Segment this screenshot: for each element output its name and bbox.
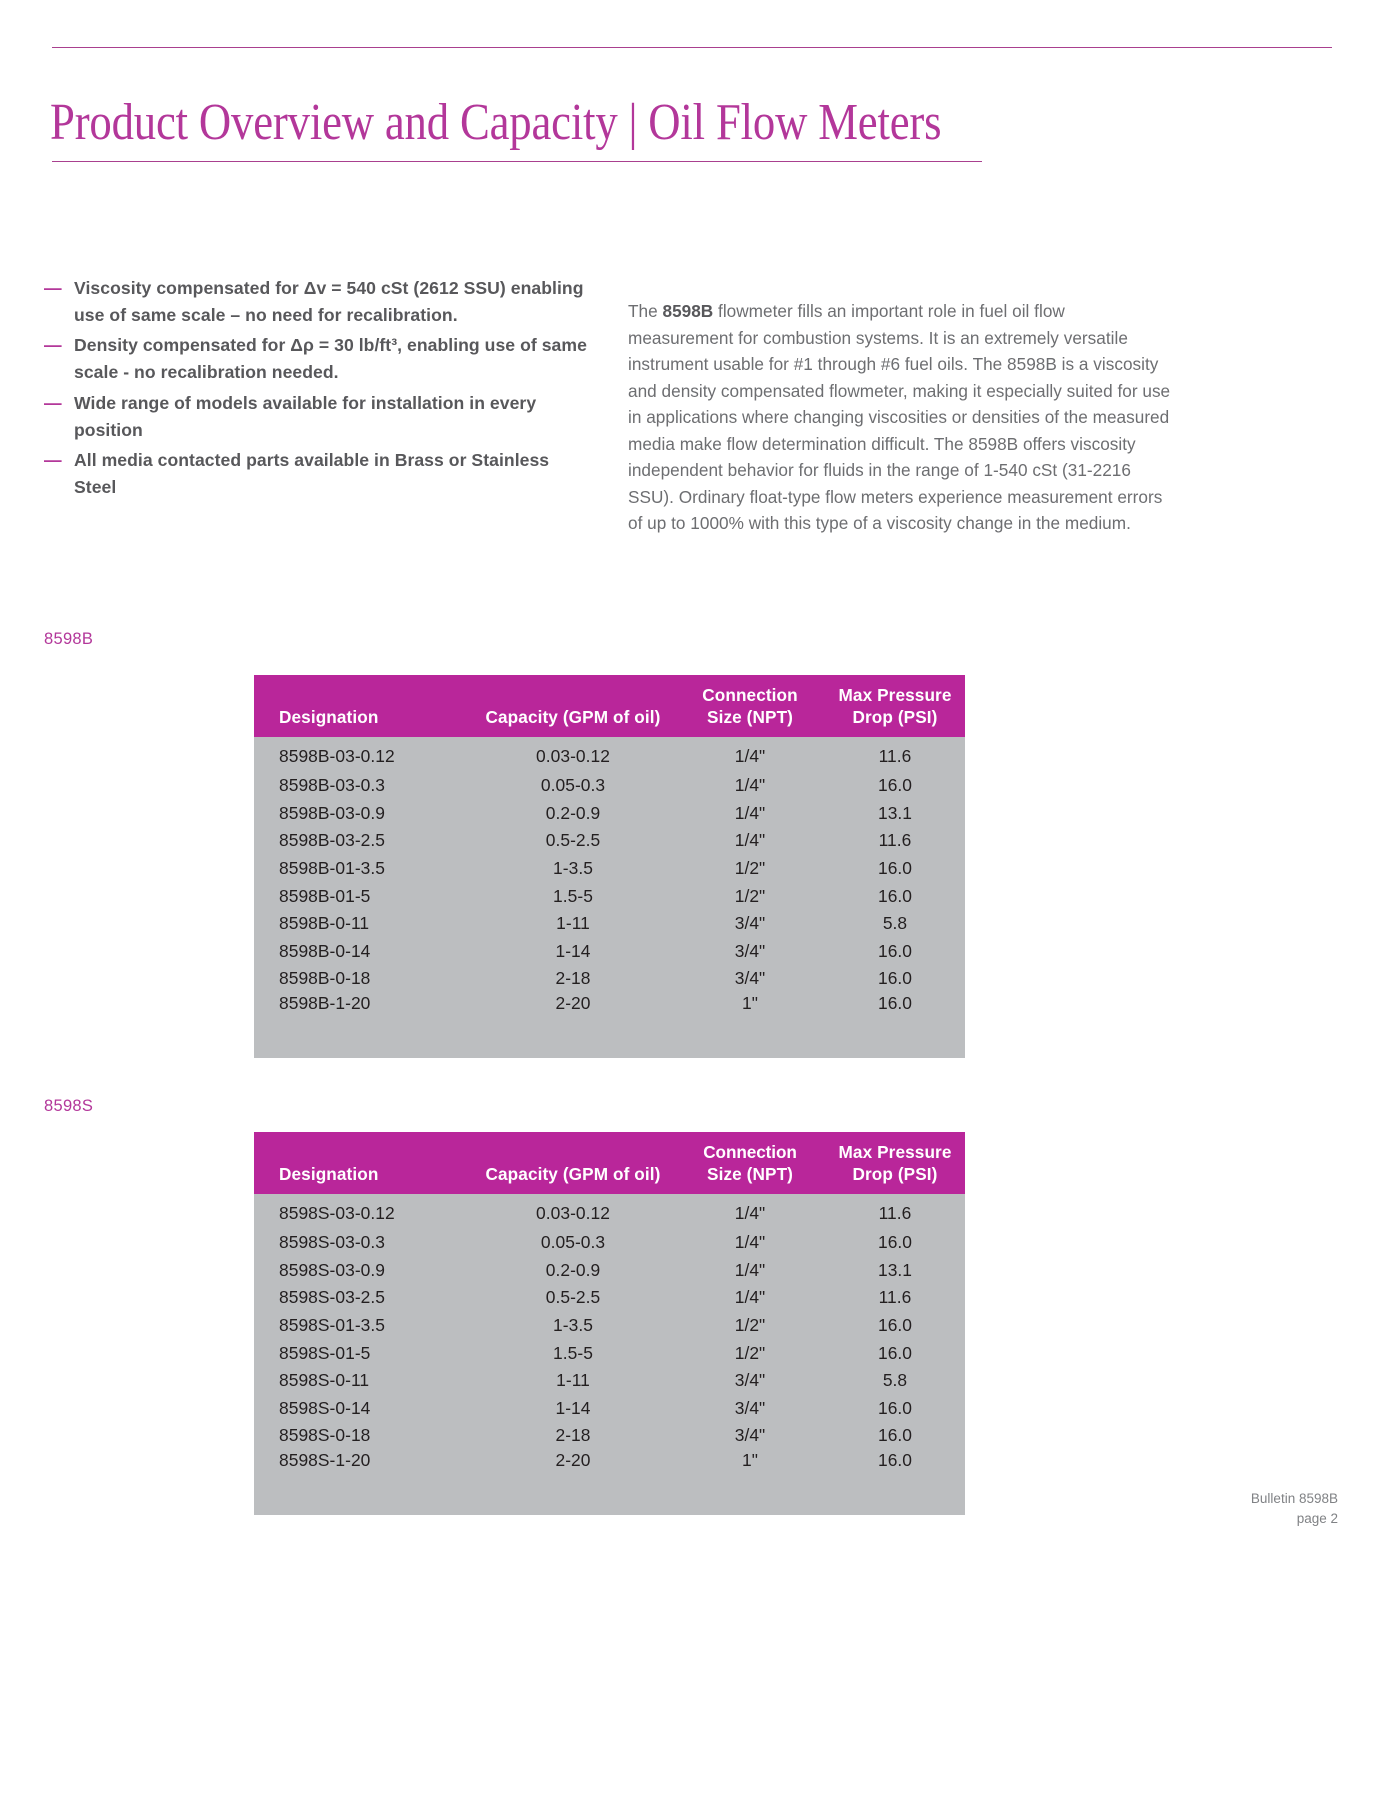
cell-max-pressure-drop: 16.0: [825, 1450, 965, 1515]
cell-designation: 8598S-01-3.5: [254, 1312, 471, 1340]
intro-model-name: 8598B: [662, 301, 714, 322]
cell-max-pressure-drop: 11.6: [825, 1194, 965, 1229]
cell-max-pressure-drop: 16.0: [825, 1422, 965, 1450]
table-row: [254, 1284, 965, 1312]
cell-max-pressure-drop: 16.0: [825, 882, 965, 910]
header-line-size-npt: Size (NPT): [707, 1163, 793, 1184]
cell-designation: 8598S-0-14: [254, 1395, 471, 1423]
header-text-drop: [825, 685, 965, 737]
feature-item: [44, 390, 596, 443]
cell-capacity: 0.03-0.12: [471, 1194, 675, 1229]
feature-item: [44, 332, 596, 385]
cell-connection-size: 1/4": [675, 737, 825, 772]
cell-max-pressure-drop: 16.0: [825, 1312, 965, 1340]
table-row: [254, 910, 965, 938]
cell-capacity: 1-14: [471, 1395, 675, 1423]
table-header-row: [254, 1132, 965, 1194]
capacity-table-8598s: [254, 1132, 965, 1515]
cell-capacity: 2-18: [471, 1422, 675, 1450]
table-body-8598b: [254, 737, 965, 1058]
header-text-designation: Designation: [279, 706, 379, 727]
header-line-drop-psi: Drop (PSI): [852, 1163, 938, 1184]
cell-max-pressure-drop: 11.6: [825, 827, 965, 855]
cell-max-pressure-drop: 16.0: [825, 965, 965, 993]
cell-max-pressure-drop: 11.6: [825, 1284, 965, 1312]
cell-designation: 8598B-1-20: [254, 993, 471, 1058]
cell-designation: 8598S-03-0.3: [254, 1229, 471, 1257]
feature-text: Density compensated for Δρ = 30 lb/ft³, enabling use of same scale - no recalibration needed.: [74, 335, 587, 383]
header-text-drop: [825, 1142, 965, 1194]
cell-max-pressure-drop: 16.0: [825, 772, 965, 800]
header-line-connection: Connection: [703, 1142, 797, 1162]
header-text-designation: Designation: [279, 1163, 379, 1184]
column-header-capacity: [471, 1132, 675, 1194]
bullet-dash-icon: —: [44, 335, 62, 356]
table-head: [254, 675, 965, 737]
cell-capacity: 1.5-5: [471, 882, 675, 910]
page-title: Product Overview and Capacity | Oil Flow Meters: [50, 93, 942, 151]
cell-max-pressure-drop: 16.0: [825, 1339, 965, 1367]
cell-max-pressure-drop: 5.8: [825, 910, 965, 938]
cell-max-pressure-drop: 16.0: [825, 938, 965, 966]
header-text-capacity: Capacity (GPM of oil): [485, 1163, 661, 1184]
header-line-size-npt: Size (NPT): [707, 706, 793, 727]
cell-capacity: 1.5-5: [471, 1339, 675, 1367]
cell-max-pressure-drop: 13.1: [825, 1257, 965, 1285]
column-header-max-pressure-drop: [825, 1132, 965, 1194]
column-header-connection-size: [675, 675, 825, 737]
section-label-8598b: 8598B: [44, 630, 94, 648]
cell-designation: 8598S-03-0.9: [254, 1257, 471, 1285]
cell-capacity: 0.5-2.5: [471, 1284, 675, 1312]
cell-connection-size: 1/2": [675, 1339, 825, 1367]
header-line-max-pressure: Max Pressure: [838, 1142, 952, 1162]
cell-designation: 8598B-03-2.5: [254, 827, 471, 855]
cell-max-pressure-drop: 16.0: [825, 1395, 965, 1423]
cell-connection-size: 1": [675, 1450, 825, 1515]
column-header-designation: [254, 675, 471, 737]
table-row: [254, 965, 965, 993]
cell-max-pressure-drop: 16.0: [825, 993, 965, 1058]
cell-capacity: 2-20: [471, 1450, 675, 1515]
cell-connection-size: 1/2": [675, 855, 825, 883]
cell-max-pressure-drop: 11.6: [825, 737, 965, 772]
cell-capacity: 1-3.5: [471, 855, 675, 883]
column-header-capacity: [471, 675, 675, 737]
table-row: [254, 800, 965, 828]
table-row: [254, 1229, 965, 1257]
cell-capacity: 0.05-0.3: [471, 1229, 675, 1257]
cell-max-pressure-drop: 5.8: [825, 1367, 965, 1395]
header-rule-top: [52, 47, 1332, 48]
cell-designation: 8598B-01-5: [254, 882, 471, 910]
table-row: [254, 938, 965, 966]
cell-capacity: 1-11: [471, 1367, 675, 1395]
cell-designation: 8598B-03-0.3: [254, 772, 471, 800]
cell-connection-size: 3/4": [675, 965, 825, 993]
cell-designation: 8598S-0-11: [254, 1367, 471, 1395]
header-rule-bottom: [52, 161, 982, 162]
table-row: [254, 855, 965, 883]
cell-capacity: 0.5-2.5: [471, 827, 675, 855]
section-label-8598s: 8598S: [44, 1097, 94, 1115]
cell-max-pressure-drop: 16.0: [825, 855, 965, 883]
cell-capacity: 2-20: [471, 993, 675, 1058]
cell-capacity: 1-3.5: [471, 1312, 675, 1340]
header-text-connection: [675, 685, 825, 737]
table-row: [254, 993, 965, 1058]
header-text-connection: [675, 1142, 825, 1194]
footer-page-number: page 2: [1296, 1511, 1338, 1527]
intro-body: flowmeter fills an important role in fuel oil flow measurement for combustion systems. It is an extremely versatile instrument usable for #1 through #6 fuel oils. The 8598B is a viscosity and density compensated flowmeter, making it especially suited for use in applications where changing viscosities or densities of the measured media make flow determination difficult. The 8598B offers viscosity independent behavior for fluids in the range of 1-540 cSt (31-2216 SSU). Ordinary float-type flow meters experience measurement errors of up to 1000% with this type of a viscosity change in the medium.: [628, 301, 1171, 534]
feature-text: Viscosity compensated for Δv = 540 cSt (2612 SSU) enabling use of same scale – no need for recalibration.: [74, 278, 584, 325]
bullet-dash-icon: —: [44, 278, 62, 298]
table-body-8598s: [254, 1194, 965, 1515]
feature-list: [44, 275, 596, 505]
cell-connection-size: 1": [675, 993, 825, 1058]
feature-text: Wide range of models available for installation in every position: [74, 392, 537, 440]
cell-connection-size: 1/4": [675, 1229, 825, 1257]
feature-item: [44, 275, 596, 328]
cell-capacity: 0.2-0.9: [471, 800, 675, 828]
cell-connection-size: 1/4": [675, 800, 825, 828]
cell-connection-size: 1/2": [675, 882, 825, 910]
cell-connection-size: 1/4": [675, 1257, 825, 1285]
column-header-designation: [254, 1132, 471, 1194]
cell-connection-size: 3/4": [675, 1395, 825, 1423]
column-header-max-pressure-drop: [825, 675, 965, 737]
table-row: [254, 1257, 965, 1285]
cell-connection-size: 1/4": [675, 1194, 825, 1229]
cell-capacity: 0.03-0.12: [471, 737, 675, 772]
cell-designation: 8598S-0-18: [254, 1422, 471, 1450]
column-header-connection-size: [675, 1132, 825, 1194]
cell-connection-size: 1/2": [675, 1312, 825, 1340]
cell-max-pressure-drop: 16.0: [825, 1229, 965, 1257]
bullet-dash-icon: —: [44, 450, 62, 471]
cell-designation: 8598B-0-14: [254, 938, 471, 966]
cell-designation: 8598S-01-5: [254, 1339, 471, 1367]
table-header-row: [254, 675, 965, 737]
cell-designation: 8598S-03-0.12: [254, 1194, 471, 1229]
cell-designation: 8598B-0-18: [254, 965, 471, 993]
cell-connection-size: 3/4": [675, 910, 825, 938]
cell-designation: 8598B-01-3.5: [254, 855, 471, 883]
cell-capacity: 1-14: [471, 938, 675, 966]
cell-capacity: 0.05-0.3: [471, 772, 675, 800]
table-row: [254, 1422, 965, 1450]
table-row: [254, 1450, 965, 1515]
cell-connection-size: 3/4": [675, 1367, 825, 1395]
cell-designation: 8598B-03-0.9: [254, 800, 471, 828]
cell-connection-size: 1/4": [675, 827, 825, 855]
page-footer: [1251, 1489, 1338, 1530]
cell-max-pressure-drop: 13.1: [825, 800, 965, 828]
cell-designation: 8598B-0-11: [254, 910, 471, 938]
header-line-connection: Connection: [702, 685, 798, 705]
table-row: [254, 1194, 965, 1229]
intro-lead: The: [628, 301, 663, 322]
feature-text: All media contacted parts available in Brass or Stainless Steel: [74, 450, 550, 498]
header-line-drop-psi: Drop (PSI): [852, 706, 938, 727]
capacity-table-8598b: [254, 675, 965, 1058]
intro-paragraph: [628, 298, 1173, 536]
cell-connection-size: 1/4": [675, 772, 825, 800]
cell-designation: 8598S-1-20: [254, 1450, 471, 1515]
table-row: [254, 1395, 965, 1423]
table-row: [254, 1367, 965, 1395]
table-row: [254, 882, 965, 910]
table-head: [254, 1132, 965, 1194]
header-text-capacity: Capacity (GPM of oil): [485, 706, 661, 727]
cell-capacity: 0.2-0.9: [471, 1257, 675, 1285]
cell-designation: 8598S-03-2.5: [254, 1284, 471, 1312]
cell-capacity: 2-18: [471, 965, 675, 993]
footer-bulletin: Bulletin 8598B: [1250, 1491, 1338, 1506]
bullet-dash-icon: —: [44, 392, 62, 413]
cell-connection-size: 3/4": [675, 1422, 825, 1450]
table-row: [254, 737, 965, 772]
cell-connection-size: 1/4": [675, 1284, 825, 1312]
feature-item: [44, 447, 596, 500]
cell-capacity: 1-11: [471, 910, 675, 938]
table-row: [254, 1312, 965, 1340]
cell-designation: 8598B-03-0.12: [254, 737, 471, 772]
table-row: [254, 1339, 965, 1367]
table-row: [254, 772, 965, 800]
cell-connection-size: 3/4": [675, 938, 825, 966]
header-line-max-pressure: Max Pressure: [838, 685, 952, 705]
table-row: [254, 827, 965, 855]
